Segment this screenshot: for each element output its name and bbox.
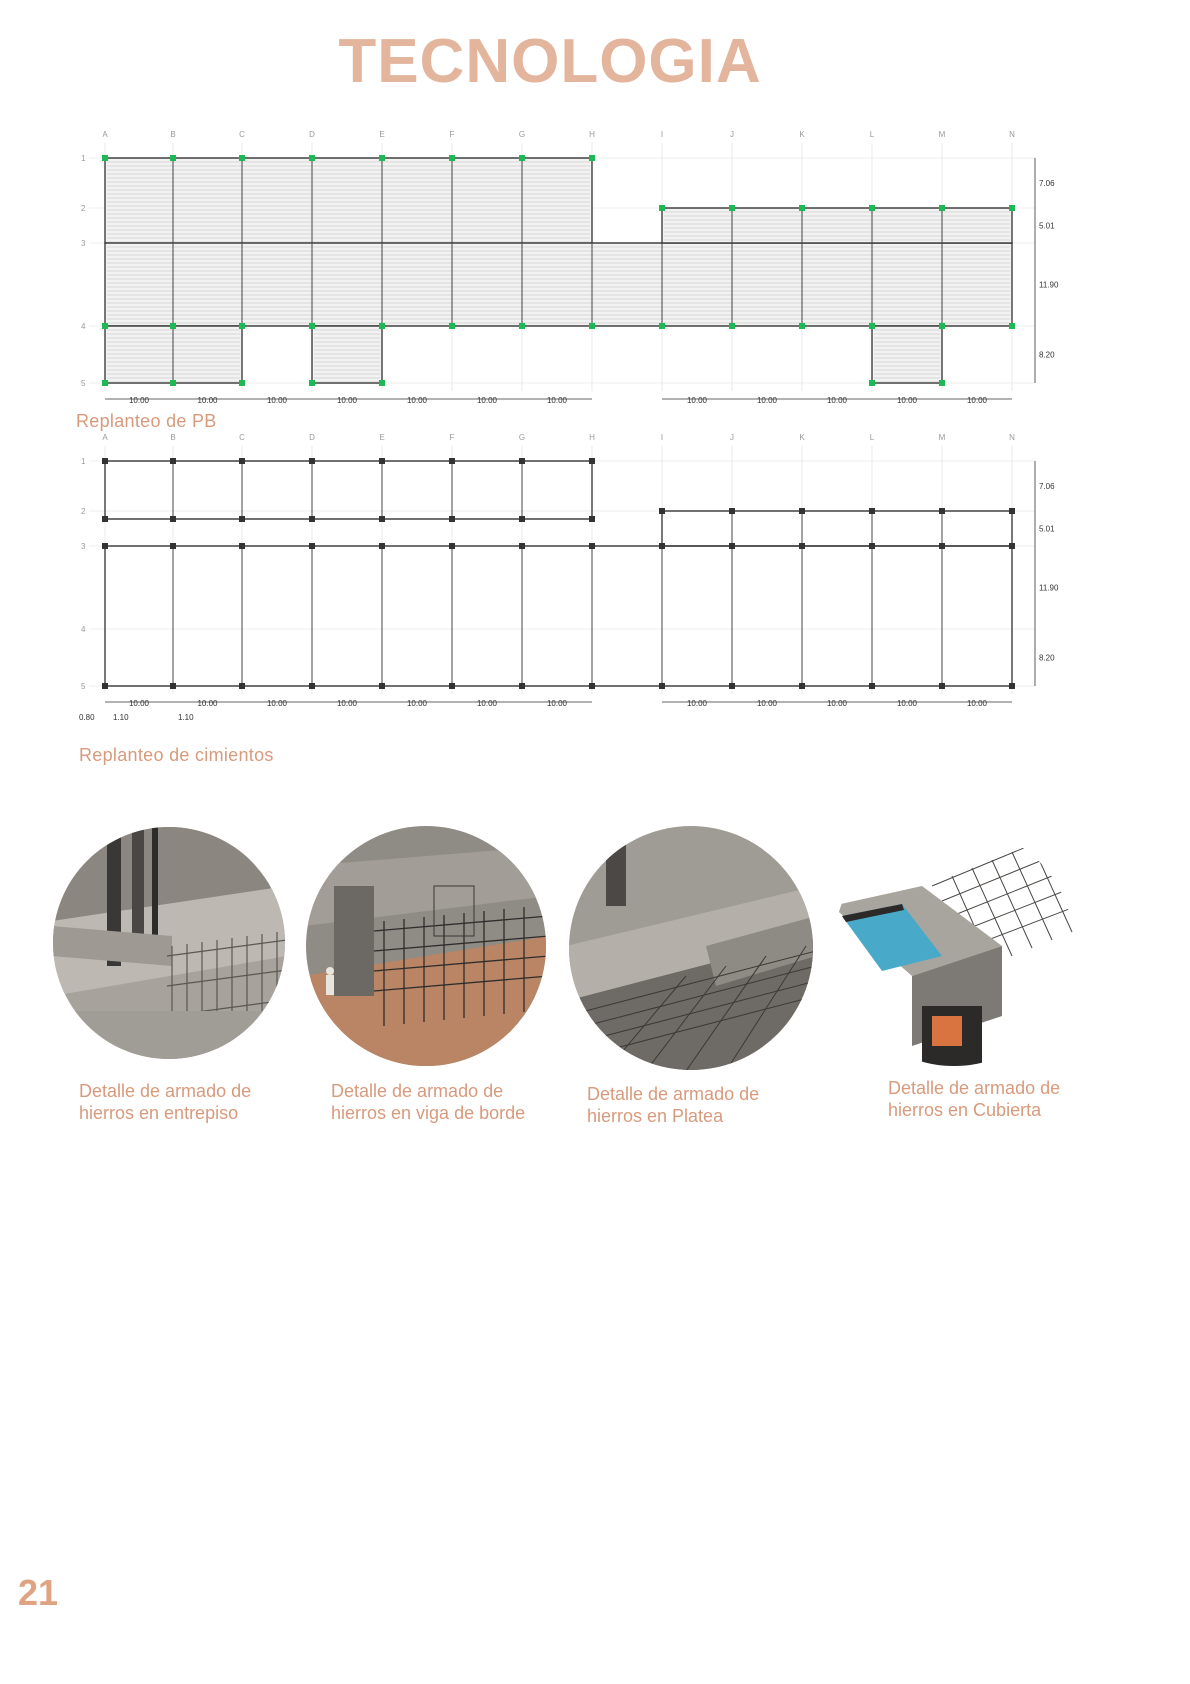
bay-dimension: 10.00 (546, 699, 568, 708)
bay-dimension: 10.00 (336, 396, 358, 405)
structural-column (939, 683, 945, 689)
floor-block (662, 208, 1012, 243)
structural-column (729, 683, 735, 689)
grid-column-label: B (170, 130, 176, 139)
structural-column (170, 516, 176, 522)
grid-row-label: 4 (81, 322, 86, 331)
bay-dimension: 10.00 (476, 699, 498, 708)
structural-column (102, 323, 108, 329)
structural-column (170, 458, 176, 464)
structural-column (102, 683, 108, 689)
bay-dimension: 10.00 (756, 396, 778, 405)
structural-column (939, 323, 945, 329)
structural-column (799, 543, 805, 549)
structural-column (239, 323, 245, 329)
structural-column (449, 543, 455, 549)
structural-column (449, 516, 455, 522)
page-title: TECNOLOGIA (338, 27, 762, 96)
grid-column-label: F (449, 130, 455, 139)
plan-foundations-drawing (75, 428, 1125, 728)
structural-column (309, 516, 315, 522)
structural-column (869, 205, 875, 211)
structural-column (449, 458, 455, 464)
structural-column (869, 380, 875, 386)
structural-column (659, 683, 665, 689)
row-dimension: 7.06 (1039, 482, 1055, 491)
detail-viga-borde (304, 826, 549, 1071)
bay-dimension: 10.00 (826, 699, 848, 708)
grid-column-label: H (589, 130, 595, 139)
row-dimension: 5.01 (1039, 524, 1055, 534)
grid-column-label: G (518, 433, 526, 442)
detail-cubierta (832, 826, 1077, 1071)
bay-dimension: 10.00 (896, 699, 918, 708)
footing-dimension: 1.10 (113, 713, 129, 722)
structural-column (939, 543, 945, 549)
structural-column (869, 683, 875, 689)
structural-column (799, 683, 805, 689)
grid-column-label: C (239, 433, 245, 442)
bay-dimension: 10.00 (896, 396, 918, 405)
grid-column-label: K (799, 433, 805, 442)
row-dimension: 11.90 (1039, 280, 1059, 290)
grid-column-label: E (379, 433, 385, 442)
structural-column (799, 323, 805, 329)
rebar-beam-icon (304, 826, 549, 1066)
grid-row-label: 5 (81, 682, 86, 691)
structural-column (589, 458, 595, 464)
floor-block (872, 326, 942, 383)
structural-column (309, 380, 315, 386)
bay-dimension: 10.00 (336, 699, 358, 708)
floor-block (105, 546, 1012, 686)
structural-column (239, 543, 245, 549)
grid-column-label: L (869, 130, 875, 139)
structural-column (659, 508, 665, 514)
row-dimension: 7.06 (1039, 179, 1055, 188)
structural-column (309, 543, 315, 549)
grid-column-label: D (309, 130, 315, 139)
grid-column-label: E (379, 130, 385, 139)
row-dimension: 11.90 (1039, 583, 1059, 593)
structural-column (589, 683, 595, 689)
grid-row-label: 3 (81, 542, 86, 551)
row-dimension: 8.20 (1039, 653, 1055, 663)
structural-column (239, 516, 245, 522)
grid-column-label: N (1009, 130, 1015, 139)
floor-block (105, 243, 1012, 326)
structural-column (309, 683, 315, 689)
caption-pb: Replanteo de PB (76, 411, 217, 431)
bay-dimension: 10.00 (686, 396, 708, 405)
grid-column-label: F (449, 433, 455, 442)
structural-column (659, 323, 665, 329)
grid-column-label: I (660, 130, 664, 139)
structural-column (729, 543, 735, 549)
grid-column-label: M (938, 433, 946, 442)
structural-column (1009, 205, 1015, 211)
structural-column (102, 155, 108, 161)
grid-column-label: K (799, 130, 805, 139)
structural-column (939, 380, 945, 386)
structural-column (589, 155, 595, 161)
grid-column-label: A (102, 433, 108, 442)
detail-platea (566, 826, 816, 1076)
structural-column (170, 683, 176, 689)
structural-column (589, 543, 595, 549)
detail-caption-entrepiso: Detalle de armado de hierros en entrepiso (79, 1081, 252, 1123)
structural-column (519, 458, 525, 464)
structural-column (379, 683, 385, 689)
structural-column (239, 380, 245, 386)
structural-column (519, 543, 525, 549)
grid-row-label: 3 (81, 239, 86, 248)
footing-dimension: 0.80 (79, 713, 95, 722)
structural-column (589, 516, 595, 522)
structural-column (170, 155, 176, 161)
detail-caption-viga-borde: Detalle de armado de hierros en viga de borde (331, 1081, 526, 1123)
structural-column (309, 155, 315, 161)
bay-dimension: 10.00 (266, 699, 288, 708)
structural-column (379, 458, 385, 464)
bay-dimension: 10.00 (406, 699, 428, 708)
bay-dimension: 10.00 (197, 396, 218, 405)
structural-column (869, 543, 875, 549)
detail-caption-cubierta: Detalle de armado de hierros en Cubierta (888, 1078, 1061, 1120)
grid-row-label: 1 (81, 154, 86, 163)
grid-column-label: D (309, 433, 315, 442)
rebar-slab-icon (52, 826, 287, 1061)
detail-entrepiso (52, 826, 287, 1066)
row-dimension: 8.20 (1039, 350, 1055, 360)
structural-column (1009, 323, 1015, 329)
row-dimension: 5.01 (1039, 221, 1055, 231)
structural-column (239, 683, 245, 689)
grid-column-label: B (170, 433, 176, 442)
grid-row-label: 2 (81, 507, 86, 516)
page-number: 21 (18, 1572, 59, 1613)
structural-column (170, 323, 176, 329)
structural-column (102, 516, 108, 522)
bay-dimension: 10.00 (197, 699, 218, 708)
structural-column (170, 543, 176, 549)
grid-row-label: 2 (81, 204, 86, 213)
bay-dimension: 10.00 (476, 396, 498, 405)
structural-column (379, 516, 385, 522)
structural-column (379, 380, 385, 386)
structural-column (519, 323, 525, 329)
footing-dimension: 1.10 (178, 713, 194, 722)
floor-block (105, 461, 592, 519)
grid-column-label: N (1009, 433, 1015, 442)
bay-dimension: 10.00 (406, 396, 428, 405)
structural-column (1009, 543, 1015, 549)
floor-block (312, 326, 382, 383)
plan-pb (75, 125, 1125, 415)
structural-column (102, 380, 108, 386)
structural-column (729, 508, 735, 514)
structural-column (659, 543, 665, 549)
detail-caption-platea: Detalle de armado de hierros en Platea (587, 1084, 760, 1126)
plan-foundations (75, 428, 1125, 728)
structural-column (939, 205, 945, 211)
bay-dimension: 10.00 (128, 396, 150, 405)
structural-column (379, 155, 385, 161)
structural-column (1009, 683, 1015, 689)
grid-column-label: C (239, 130, 245, 139)
rebar-platea-icon (566, 826, 816, 1071)
grid-column-label: J (730, 433, 734, 442)
structural-column (102, 543, 108, 549)
bay-dimension: 10.00 (128, 699, 150, 708)
structural-column (519, 516, 525, 522)
structural-column (939, 508, 945, 514)
grid-row-label: 1 (81, 457, 86, 466)
structural-column (519, 683, 525, 689)
grid-column-label: G (518, 130, 526, 139)
structural-column (239, 155, 245, 161)
caption-foundations: Replanteo de cimientos (79, 745, 274, 765)
bay-dimension: 10.00 (966, 699, 988, 708)
structural-column (102, 458, 108, 464)
grid-column-label: L (869, 433, 875, 442)
rebar-roof-icon (832, 826, 1077, 1066)
plan-pb-drawing (75, 125, 1125, 415)
bay-dimension: 10.00 (546, 396, 568, 405)
structural-column (519, 155, 525, 161)
grid-column-label: J (730, 130, 734, 139)
bay-dimension: 10.00 (826, 396, 848, 405)
bay-dimension: 10.00 (686, 699, 708, 708)
grid-column-label: H (589, 433, 595, 442)
structural-column (170, 380, 176, 386)
structural-column (1009, 508, 1015, 514)
structural-column (239, 458, 245, 464)
structural-column (729, 323, 735, 329)
grid-column-label: I (660, 433, 664, 442)
structural-column (449, 155, 455, 161)
grid-row-label: 5 (81, 379, 86, 388)
structural-column (869, 508, 875, 514)
structural-column (869, 323, 875, 329)
bay-dimension: 10.00 (966, 396, 988, 405)
grid-column-label: M (938, 130, 946, 139)
structural-column (799, 508, 805, 514)
bay-dimension: 10.00 (266, 396, 288, 405)
grid-column-label: A (102, 130, 108, 139)
bay-dimension: 10.00 (756, 699, 778, 708)
structural-column (309, 323, 315, 329)
structural-column (449, 323, 455, 329)
structural-column (729, 205, 735, 211)
structural-column (379, 543, 385, 549)
structural-column (309, 458, 315, 464)
grid-row-label: 4 (81, 625, 86, 634)
structural-column (449, 683, 455, 689)
structural-column (659, 205, 665, 211)
floor-block (662, 511, 1012, 546)
structural-column (799, 205, 805, 211)
structural-column (589, 323, 595, 329)
structural-column (379, 323, 385, 329)
